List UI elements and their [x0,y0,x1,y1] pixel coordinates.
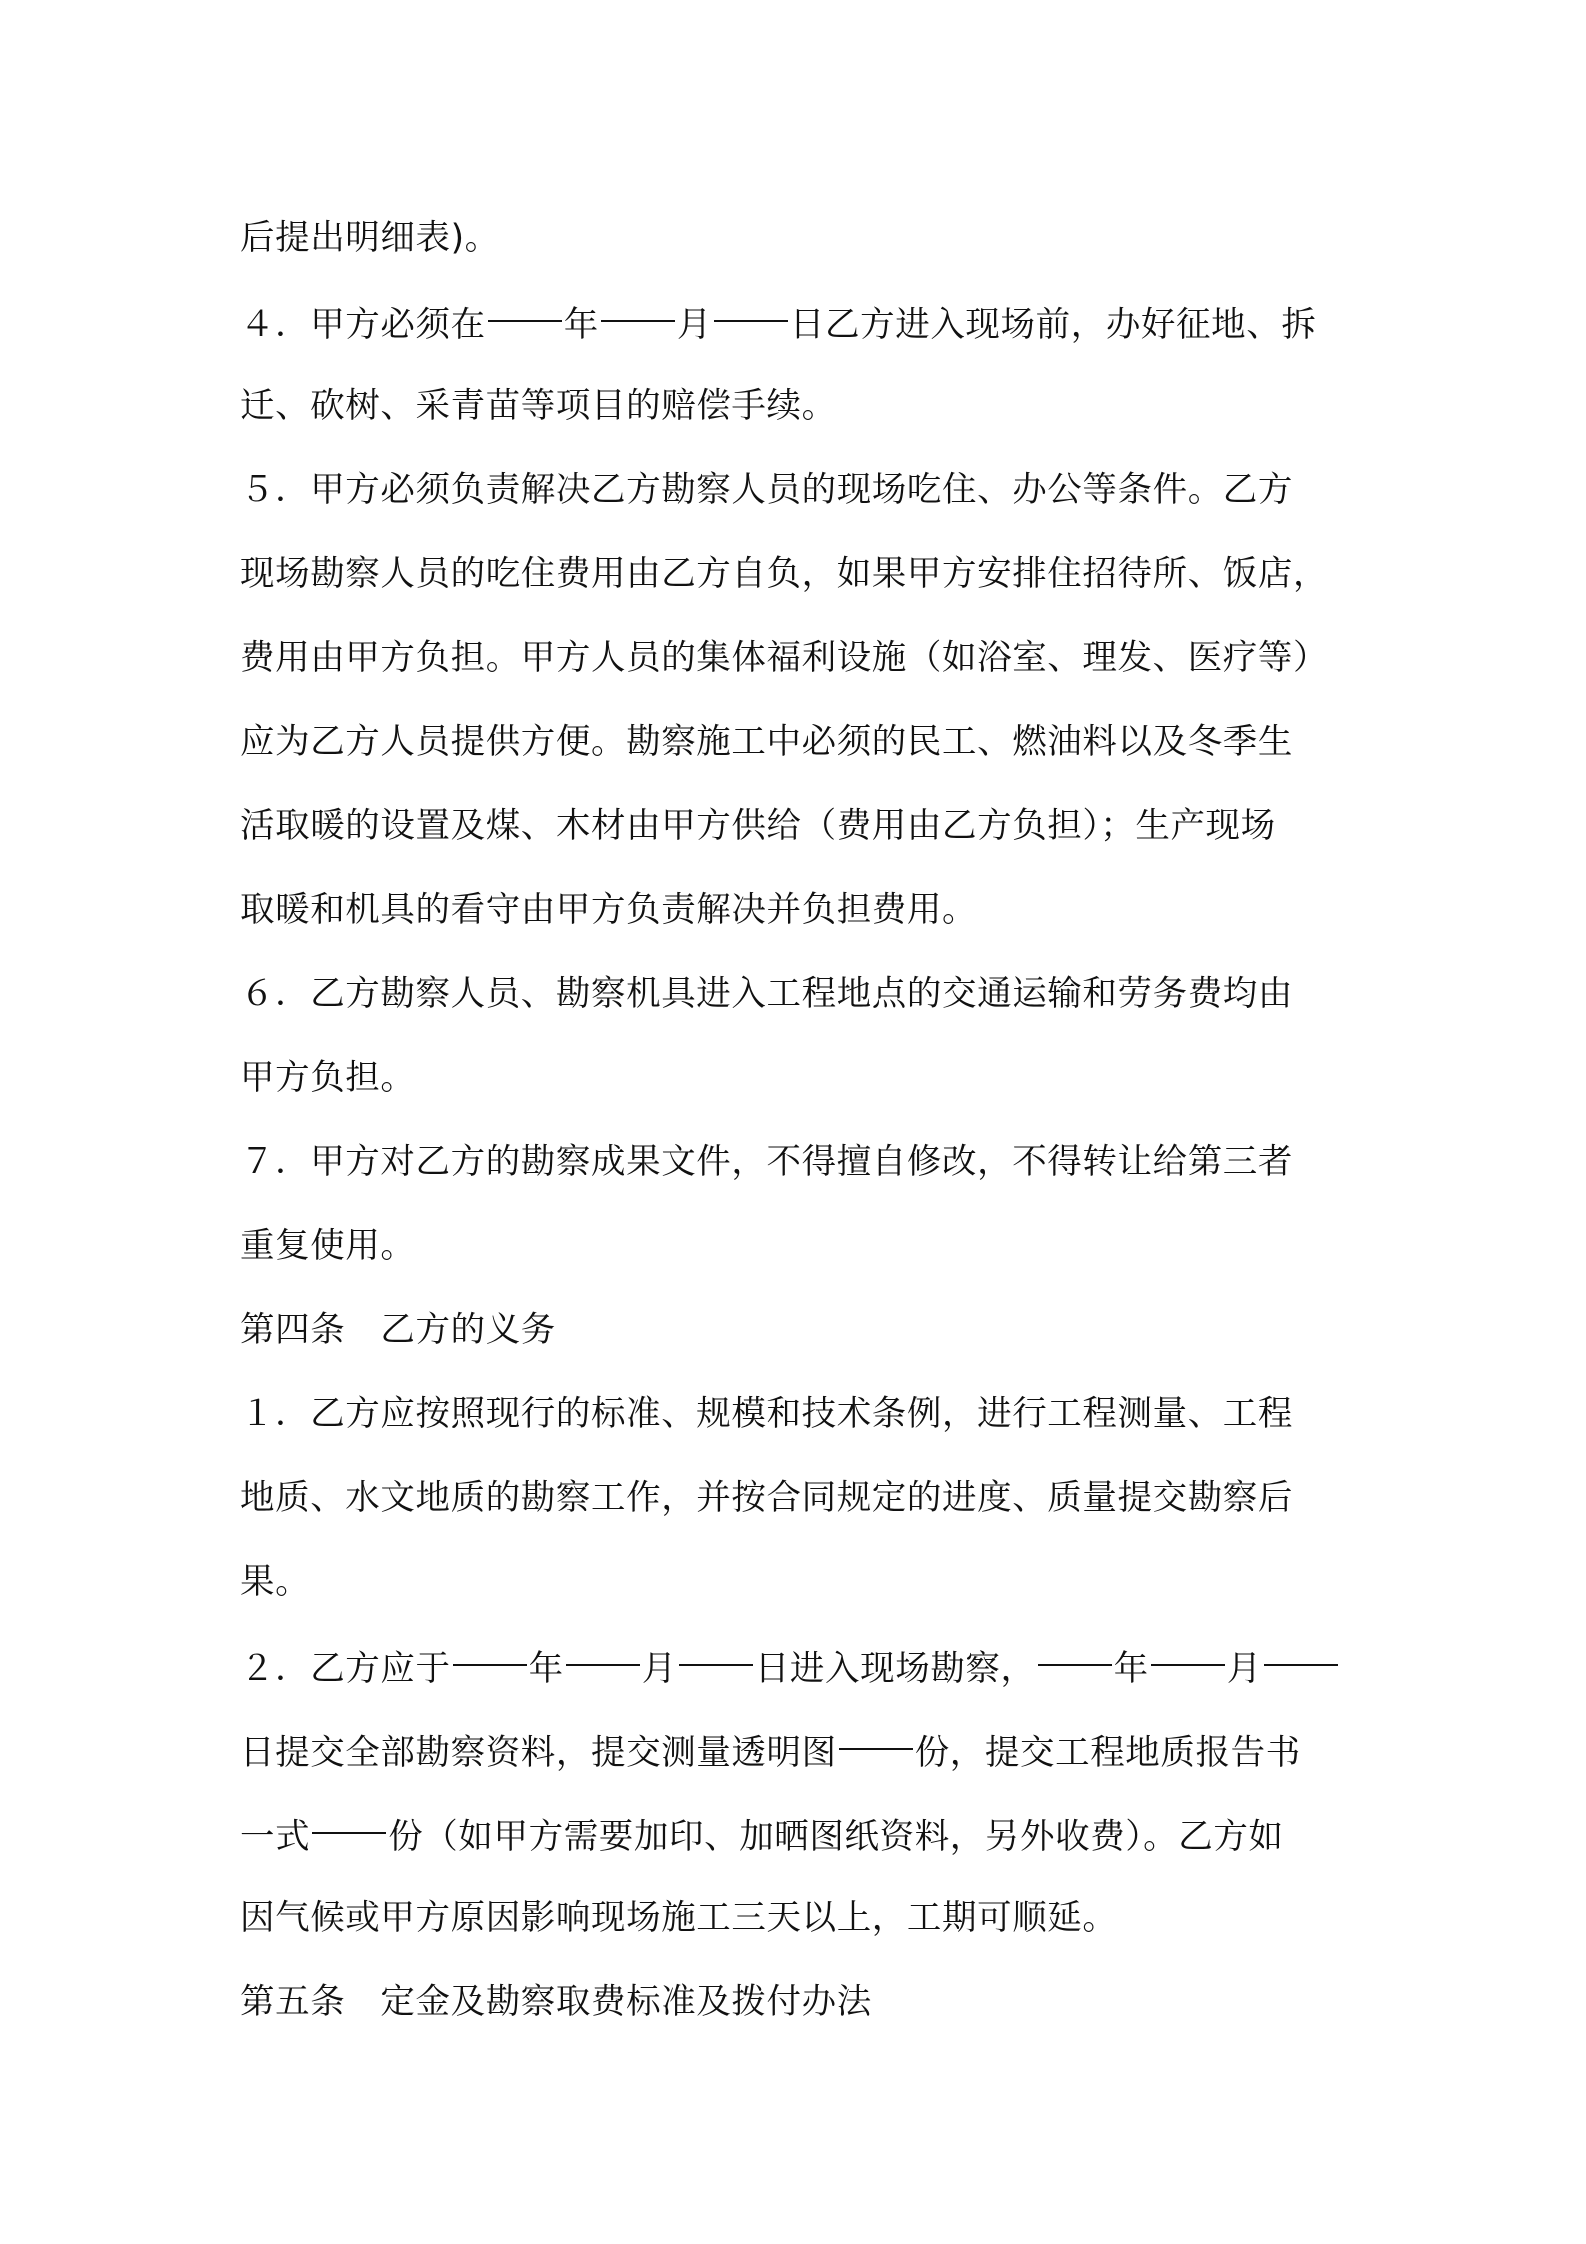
text-line [240,1540,1360,1624]
fill-in-blank [312,1792,386,1834]
text-line [240,784,1360,868]
text-line [240,868,1360,952]
text-line [240,532,1360,616]
text-segment: 后提出明细表)。 [240,218,500,258]
text-line [240,1372,1360,1456]
text-segment: 活取暖的设置及煤、木材由甲方供给（费用由乙方负担）；生产现场 [240,806,1276,846]
text-line [240,700,1360,784]
text-segment: ２．乙方应于 [240,1649,451,1689]
text-segment: 日提交全部勘察资料，提交测量透明图 [240,1733,837,1773]
fill-in-blank [1038,1624,1112,1666]
text-segment: 月 [641,1649,677,1689]
text-segment: 甲方负担。 [240,1058,416,1098]
fill-in-blank [566,1624,640,1666]
text-segment: 年 [1113,1649,1149,1689]
text-segment: 月 [676,305,712,345]
text-segment: 应为乙方人员提供方便。勘察施工中必须的民工、燃油料以及冬季生 [240,722,1293,762]
text-line [240,1960,1360,2044]
text-segment: 年 [528,1649,564,1689]
fill-in-blank [1151,1624,1225,1666]
fill-in-blank [1264,1624,1338,1666]
text-segment: 份（如甲方需要加印、加晒图纸资料，另外收费）。乙方如 [388,1817,1284,1857]
text-segment: 迁、砍树、采青苗等项目的赔偿手续。 [240,386,837,426]
text-line [240,1876,1360,1960]
document-body [240,196,1360,2044]
text-line [240,1708,1360,1792]
fill-in-blank [488,280,562,322]
text-segment: 现场勘察人员的吃住费用由乙方自负，如果甲方安排住招待所、饭店， [240,554,1329,594]
text-segment: 第五条 定金及勘察取费标准及拨付办法 [240,1982,872,2022]
text-segment: 果。 [240,1562,311,1602]
text-line [240,1120,1360,1204]
text-segment: 地质、水文地质的勘察工作，并按合同规定的进度、质量提交勘察后 [240,1478,1293,1518]
text-line [240,364,1360,448]
text-segment: ６．乙方勘察人员、勘察机具进入工程地点的交通运输和劳务费均由 [240,974,1293,1014]
text-line [240,1792,1360,1876]
fill-in-blank [679,1624,753,1666]
text-segment: 份，提交工程地质报告书 [914,1733,1301,1773]
fill-in-blank [453,1624,527,1666]
fill-in-blank [839,1708,913,1750]
text-segment: 第四条 乙方的义务 [240,1310,556,1350]
text-segment: １．乙方应按照现行的标准、规模和技术条例，进行工程测量、工程 [240,1394,1293,1434]
text-segment: 费用由甲方负担。甲方人员的集体福利设施（如浴室、理发、医疗等） [240,638,1329,678]
text-line [240,1036,1360,1120]
text-line [240,448,1360,532]
text-line [240,196,1360,280]
text-line [240,616,1360,700]
text-segment: ７．甲方对乙方的勘察成果文件，不得擅自修改，不得转让给第三者 [240,1142,1293,1182]
text-line [240,1624,1360,1708]
fill-in-blank [601,280,675,322]
text-segment: ４．甲方必须在 [240,305,486,345]
text-segment: ５．甲方必须负责解决乙方勘察人员的现场吃住、办公等条件。乙方 [240,470,1293,510]
text-line [240,1204,1360,1288]
text-segment: 日乙方进入现场前，办好征地、拆 [789,305,1317,345]
fill-in-blank [714,280,788,322]
text-line [240,1456,1360,1540]
text-segment: 取暖和机具的看守由甲方负责解决并负担费用。 [240,890,978,930]
text-segment: 年 [563,305,599,345]
text-segment: 一式 [240,1817,311,1857]
text-line [240,952,1360,1036]
text-line [240,1288,1360,1372]
text-segment: 因气候或甲方原因影响现场施工三天以上，工期可顺延。 [240,1898,1118,1938]
text-segment: 重复使用。 [240,1226,416,1266]
text-segment: 月 [1226,1649,1262,1689]
text-line [240,280,1360,364]
text-segment: 日进入现场勘察， [754,1649,1036,1689]
